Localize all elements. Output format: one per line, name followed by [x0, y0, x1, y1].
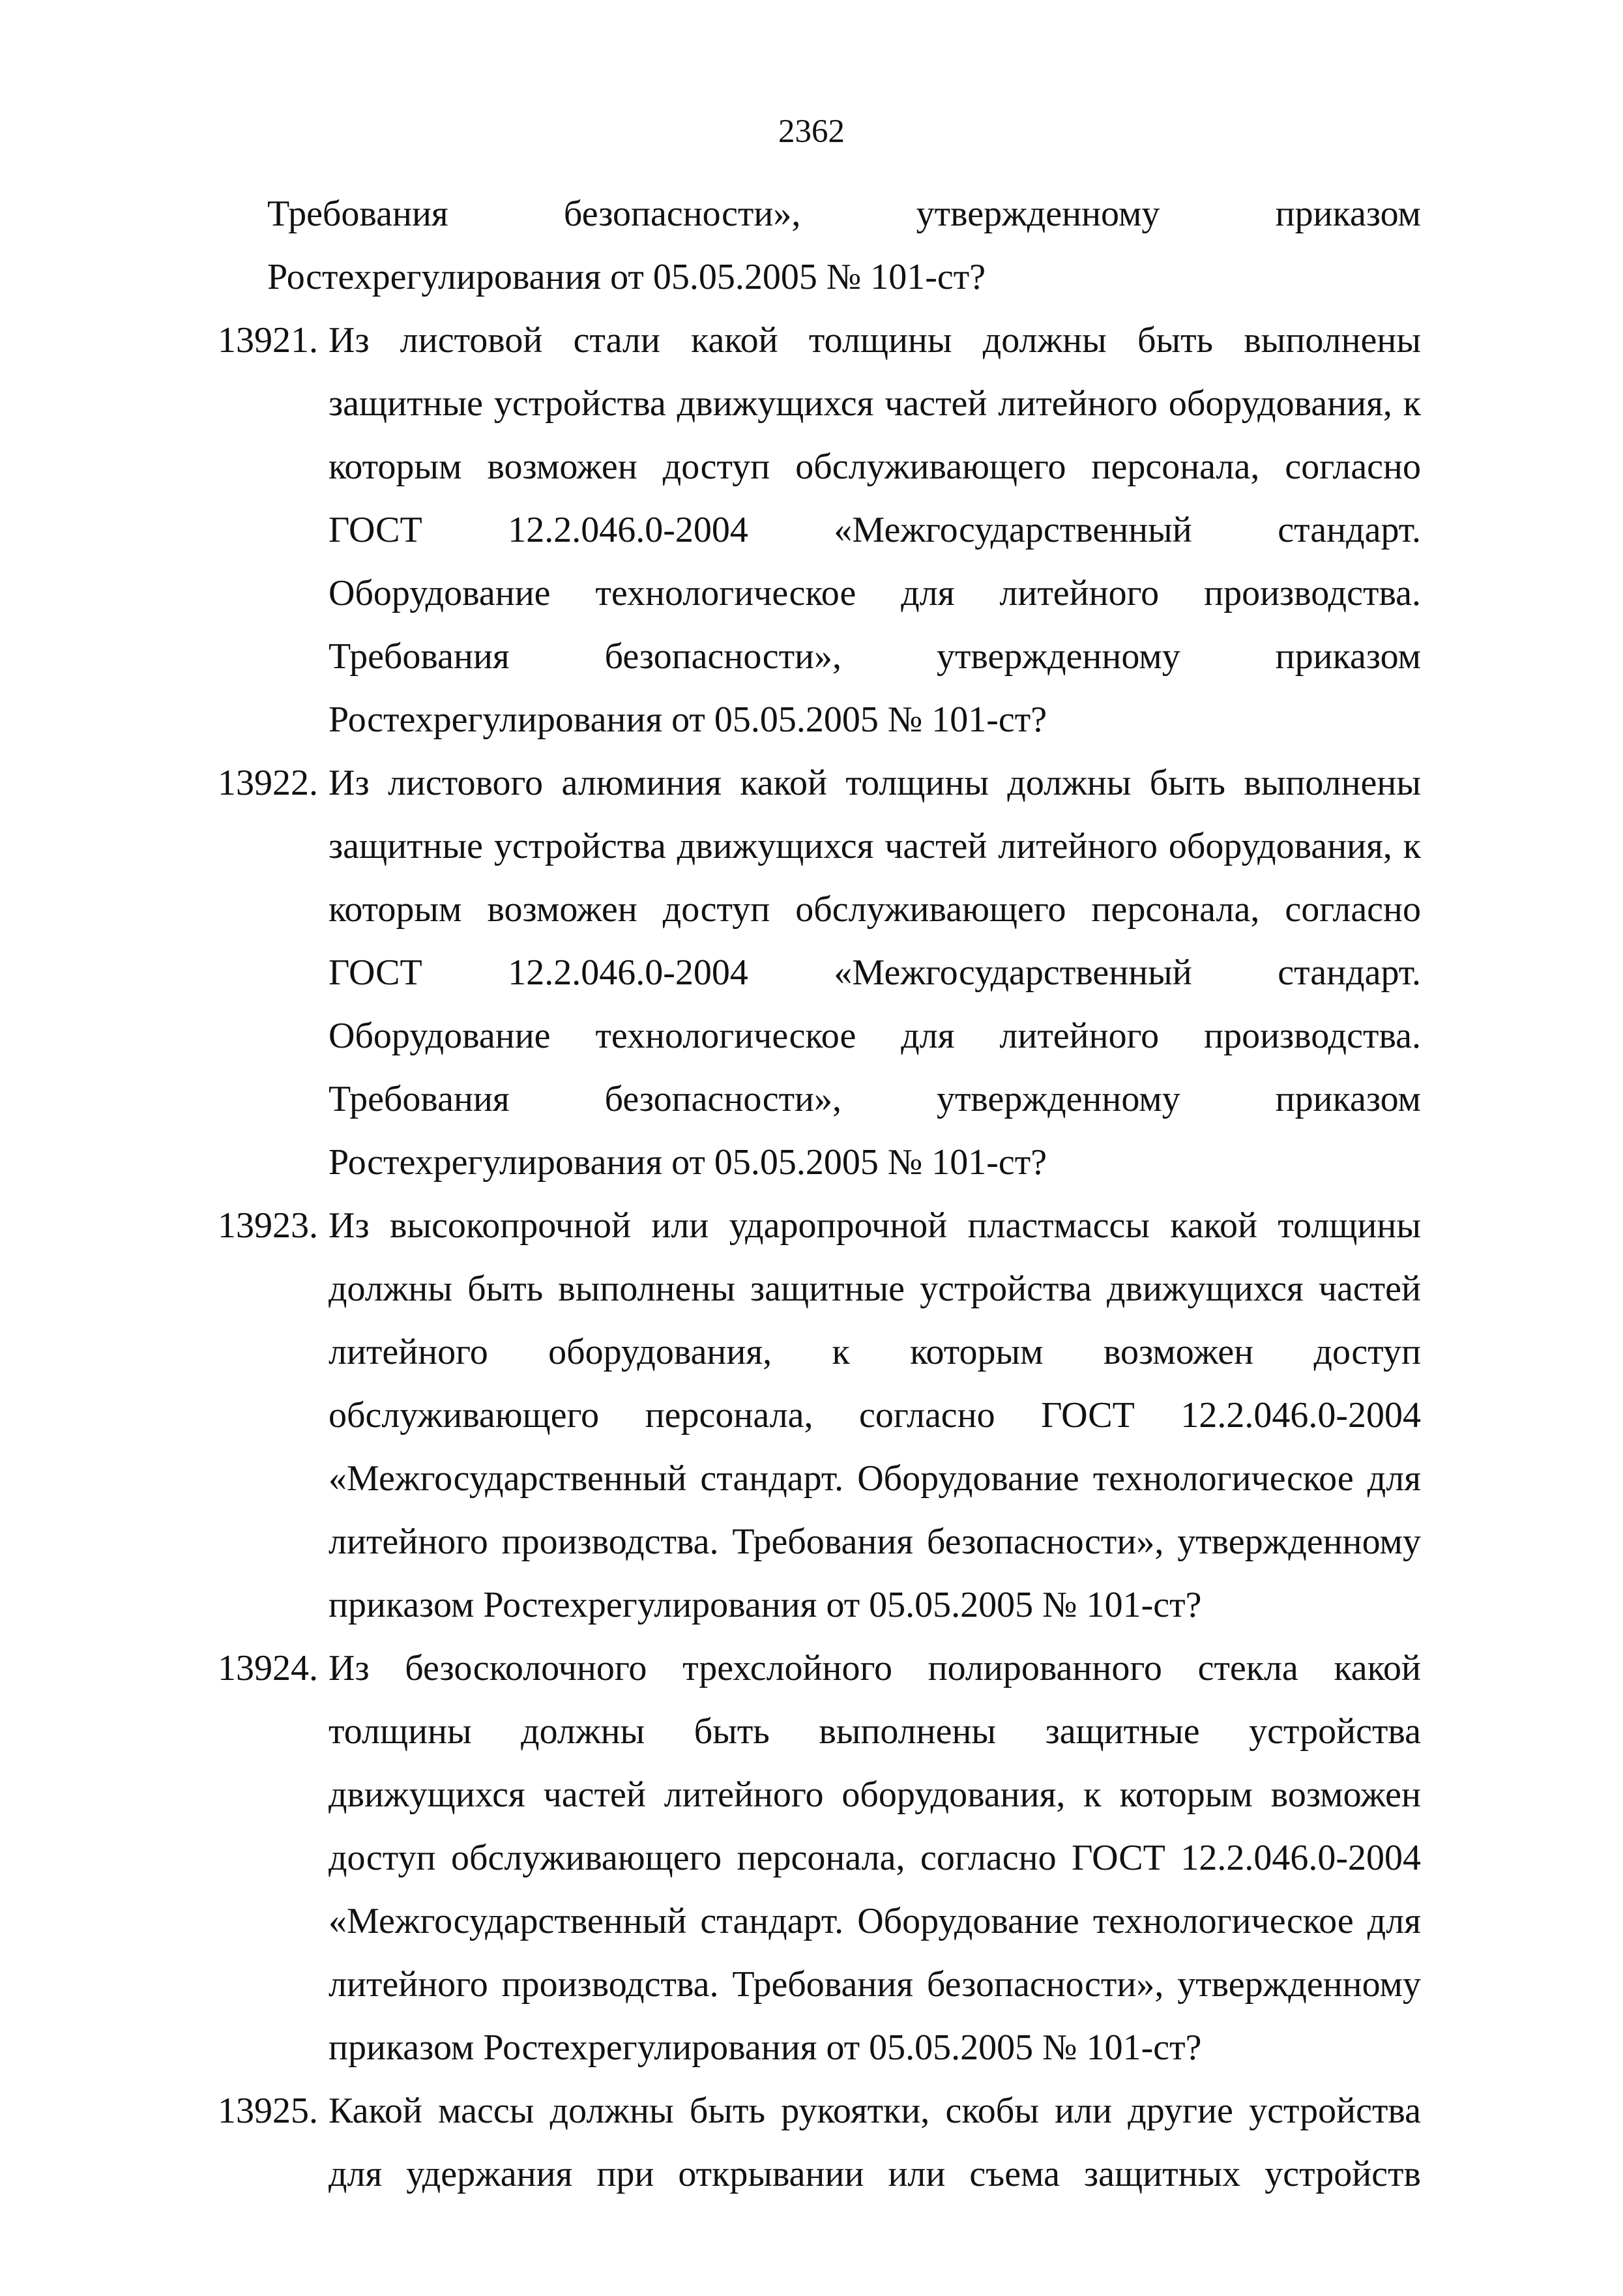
question-text: Из листовой стали какой толщины должны быть выполнены защитные устройства движущихся частей литейного оборудования, к которым возможен доступ обслуживающего персонала, согласно ГОСТ 12.2.046.0-2004 «Межгосударственный стандарт. Оборудование технологическое для литейного производства. Требования безопасности», утвержденному приказом Ростехрегулирования от 05.05.2005 № 101-ст? — [329, 320, 1421, 740]
question-number: 13923. — [218, 1205, 318, 1246]
question-13921 — [218, 309, 1421, 752]
question-13925 — [218, 2080, 1421, 2206]
continuation-text: Требования безопасности», утвержденному приказом Ростехрегулирования от 05.05.2005 № 101-ст? — [267, 194, 1421, 297]
question-13923 — [218, 1194, 1421, 1637]
page-number: 2362 — [778, 113, 845, 150]
question-13924 — [218, 1637, 1421, 2080]
question-13922 — [218, 752, 1421, 1194]
question-text: Из листового алюминия какой толщины должны быть выполнены защитные устройства движущихся частей литейного оборудования, к которым возможен доступ обслуживающего персонала, согласно ГОСТ 12.2.046.0-2004 «Межгосударственный стандарт. Оборудование технологическое для литейного производства. Требования безопасности», утвержденному приказом Ростехрегулирования от 05.05.2005 № 101-ст? — [329, 763, 1421, 1183]
question-number: 13924. — [218, 1648, 318, 1688]
question-number: 13921. — [218, 320, 318, 361]
question-number: 13922. — [218, 763, 318, 803]
question-number: 13925. — [218, 2091, 318, 2131]
document-body — [218, 183, 1421, 2206]
question-text: Из безосколочного трехслойного полированного стекла какой толщины должны быть выполнены защитные устройства движущихся частей литейного оборудования, к которым возможен доступ обслуживающего персонала, согласно ГОСТ 12.2.046.0-2004 «Межгосударственный стандарт. Оборудование технологическое для литейного производства. Требования безопасности», утвержденному приказом Ростехрегулирования от 05.05.2005 № 101-ст? — [329, 1648, 1421, 2068]
question-text: Какой массы должны быть рукоятки, скобы или другие устройства для удержания при открывании или съема защитных устройств — [329, 2091, 1421, 2194]
question-text: Из высокопрочной или ударопрочной пластмассы какой толщины должны быть выполнены защитные устройства движущихся частей литейного оборудования, к которым возможен доступ обслуживающего персонала, согласно ГОСТ 12.2.046.0-2004 «Межгосударственный стандарт. Оборудование технологическое для литейного производства. Требования безопасности», утвержденному приказом Ростехрегулирования от 05.05.2005 № 101-ст? — [329, 1205, 1421, 1625]
